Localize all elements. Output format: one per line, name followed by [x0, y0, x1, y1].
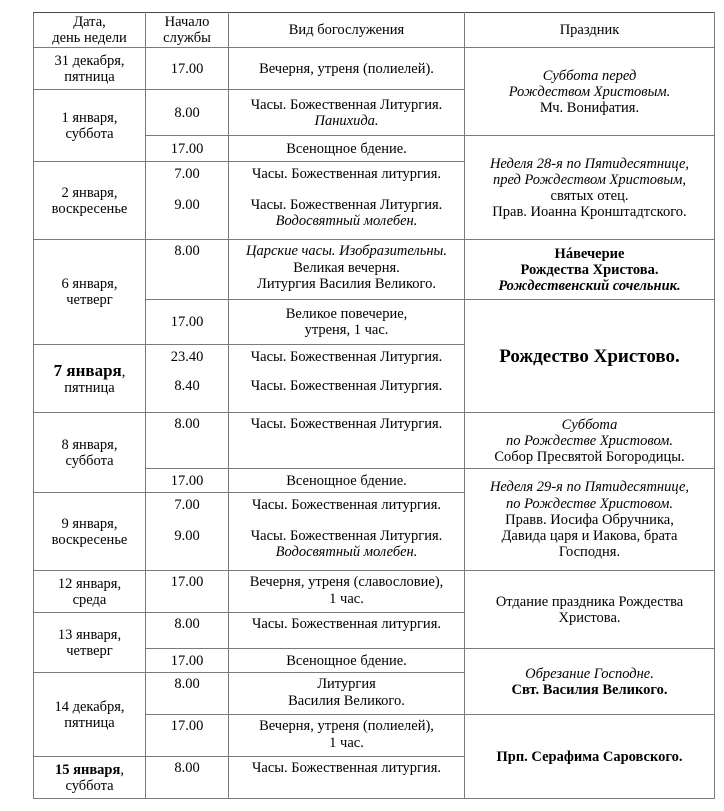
time-cell: 8.00: [146, 413, 229, 469]
time-cell: 17.00: [146, 571, 229, 613]
date-line2: суббота: [65, 777, 114, 794]
date-cell: [34, 162, 146, 240]
date-line1: [37, 762, 142, 778]
service-line1: Часы. Божественная литургия.: [252, 616, 441, 633]
service-line1: Всенощное бдение.: [286, 140, 407, 157]
time-cell: 7.00: [146, 493, 229, 527]
date-cell: [34, 90, 146, 162]
table-row: [34, 413, 715, 469]
service-line1: Всенощное бдение.: [286, 652, 407, 669]
service-line1: Царские часы. Изобразительны.: [246, 243, 447, 260]
date-line1: 1 января,: [61, 109, 118, 126]
date-cell: [34, 613, 146, 673]
time-cell: 8.00: [146, 90, 229, 136]
service-cell: [229, 162, 465, 196]
date-line1: 9 января,: [61, 515, 118, 532]
service-line1: Всенощное бдение.: [286, 472, 407, 489]
service-cell: [229, 469, 465, 493]
service-line1: Вечерня, утреня (славословие),: [249, 574, 444, 591]
service-line2: 1 час.: [329, 590, 364, 607]
feast-cell: [465, 413, 715, 469]
column-header-date-line1: Дата,: [73, 14, 106, 30]
feast-line2: пред Рождеством Христовым,: [492, 171, 687, 188]
feast-line1: Нáвечерие: [554, 245, 625, 262]
service-line1: Часы. Божественная Литургия.: [250, 196, 443, 213]
service-line2: Панихида.: [314, 112, 379, 129]
service-cell: [229, 673, 465, 715]
feast-cell: [465, 240, 715, 300]
feast-line3: Рождественский сочельник.: [498, 278, 681, 295]
service-cell: [229, 649, 465, 673]
feast-line2: Христова.: [558, 609, 621, 626]
service-cell: [229, 715, 465, 757]
service-cell: [229, 613, 465, 649]
date-line2: пятница: [64, 714, 115, 731]
date-line2: пятница: [64, 68, 115, 85]
date-line1: 2 января,: [61, 184, 118, 201]
date-cell: [34, 413, 146, 493]
service-line1: Вечерня, утреня (полиелей).: [259, 60, 434, 77]
time-cell: 23.40: [146, 345, 229, 377]
date-line1: 6 января,: [61, 276, 118, 293]
feast-line3: святых отец.: [550, 187, 629, 204]
service-cell: [229, 571, 465, 613]
feast-line1: Обрезание Господне.: [525, 665, 654, 682]
date-line1: 14 декабря,: [54, 698, 125, 715]
service-line1: Великое повечерие,: [285, 306, 408, 323]
service-cell: [229, 136, 465, 162]
date-line1: 12 января,: [57, 575, 122, 592]
service-cell: [229, 196, 465, 240]
service-line1: Литургия: [317, 676, 376, 693]
time-cell: 8.00: [146, 240, 229, 300]
service-cell: [229, 493, 465, 527]
date-line1: 31 декабря,: [54, 52, 125, 69]
time-cell: 17.00: [146, 300, 229, 345]
service-line1: Часы. Божественная Литургия.: [250, 377, 443, 394]
date-cell: [34, 48, 146, 90]
feast-line4: Давида царя и Иакова, брата: [501, 528, 678, 545]
time-cell: 17.00: [146, 649, 229, 673]
date-cell: [34, 571, 146, 613]
table-header: [34, 13, 715, 48]
time-cell: 9.00: [146, 196, 229, 240]
date-cell: [34, 493, 146, 571]
service-line2: Водосвятный молебен.: [275, 544, 418, 561]
feast-line1: Неделя 29-я по Пятидесятнице,: [489, 479, 690, 496]
column-header-time-line2: службы: [163, 30, 211, 47]
feast-line3: Собор Пресвятой Богородицы.: [494, 449, 685, 466]
time-cell: 17.00: [146, 136, 229, 162]
date-line2: пятница: [64, 380, 115, 397]
service-cell: [229, 345, 465, 377]
column-header-date-line2: день недели: [52, 30, 127, 47]
time-cell: 17.00: [146, 48, 229, 90]
service-line1: Часы. Божественная литургия.: [252, 760, 441, 777]
service-cell: [229, 757, 465, 799]
feast-line2: по Рождестве Христовом.: [505, 432, 674, 449]
service-cell: [229, 527, 465, 571]
feast-line1: Рождество Христово.: [499, 345, 680, 367]
service-line3: Литургия Василия Великого.: [257, 275, 436, 292]
feast-line3: Мч. Вонифатия.: [539, 100, 640, 117]
service-cell: [229, 240, 465, 300]
feast-cell: [465, 715, 715, 799]
date-line2: воскресенье: [51, 531, 128, 548]
service-line1: Часы. Божественная Литургия.: [250, 96, 443, 113]
feast-line5: Господня.: [558, 544, 621, 561]
date-cell: [34, 673, 146, 757]
feast-line1: Суббота: [561, 416, 618, 433]
date-day-month: 15 января: [55, 761, 121, 778]
feast-cell: [465, 649, 715, 715]
table-row: [34, 48, 715, 90]
column-header-date: [34, 13, 146, 48]
date-line2: воскресенье: [51, 200, 128, 217]
feast-line3: Правв. Иосифа Обручника,: [505, 511, 674, 528]
date-cell: [34, 345, 146, 413]
service-line1: Вечерня, утреня (полиелей),: [259, 718, 434, 735]
column-header-time: [146, 13, 229, 48]
service-line2: Водосвятный молебен.: [275, 213, 418, 230]
feast-cell: [465, 48, 715, 136]
service-schedule-table: [33, 12, 715, 799]
date-line2: суббота: [65, 452, 114, 469]
service-cell: [229, 48, 465, 90]
feast-line1: Прп. Серафима Саровского.: [496, 748, 683, 765]
time-cell: 17.00: [146, 469, 229, 493]
feast-cell: [465, 136, 715, 240]
time-cell: 8.00: [146, 757, 229, 799]
date-line2: суббота: [65, 125, 114, 142]
service-line2: Василия Великого.: [288, 692, 405, 709]
service-line2: 1 час.: [329, 734, 364, 751]
service-cell: [229, 90, 465, 136]
service-line1: Часы. Божественная Литургия.: [250, 349, 443, 366]
column-header-time-line1: Начало: [164, 14, 210, 30]
date-cell: [34, 757, 146, 799]
column-header-service: Вид богослужения: [229, 13, 465, 48]
table-row: [34, 571, 715, 613]
feast-cell: [465, 300, 715, 413]
service-line1: Часы. Божественная литургия.: [252, 166, 441, 183]
time-cell: 17.00: [146, 715, 229, 757]
feast-line2: Свт. Василия Великого.: [511, 681, 668, 698]
feast-line1: Неделя 28-я по Пятидесятнице,: [489, 155, 690, 172]
service-line2: утреня, 1 час.: [304, 322, 389, 339]
service-line1: Часы. Божественная Литургия.: [250, 416, 443, 433]
feast-line4: Прав. Иоанна Кронштадтского.: [492, 204, 687, 221]
header-row: [34, 13, 715, 48]
service-line1: Часы. Божественная литургия.: [252, 497, 441, 514]
feast-line1: Отдание праздника Рождества: [495, 593, 684, 610]
column-header-feast: Праздник: [465, 13, 715, 48]
feast-line1: Суббота перед: [542, 67, 637, 84]
date-line2: четверг: [66, 292, 113, 309]
date-cell: [34, 240, 146, 345]
date-line1: 8 января,: [61, 436, 118, 453]
service-line1: Часы. Божественная Литургия.: [250, 527, 443, 544]
date-line1: 13 января,: [57, 626, 122, 643]
date-comma: ,: [120, 761, 124, 778]
table-row: [34, 240, 715, 300]
feast-line2: Рождеством Христовым.: [508, 83, 671, 100]
date-line2: среда: [72, 591, 107, 608]
time-cell: 9.00: [146, 527, 229, 571]
feast-cell: [465, 571, 715, 649]
service-cell: [229, 300, 465, 345]
time-cell: 7.00: [146, 162, 229, 196]
date-line1: [37, 361, 142, 380]
table-body: [34, 48, 715, 799]
date-comma: ,: [121, 364, 126, 381]
service-cell: [229, 377, 465, 413]
service-line2: Великая вечерня.: [293, 259, 400, 276]
date-line2: четверг: [66, 642, 113, 659]
time-cell: 8.40: [146, 377, 229, 413]
service-cell: [229, 413, 465, 469]
feast-cell: [465, 469, 715, 571]
time-cell: 8.00: [146, 613, 229, 649]
date-day-month: 7 января: [53, 361, 122, 381]
feast-line2: по Рождестве Христовом.: [505, 495, 674, 512]
feast-line2: Рождества Христова.: [520, 261, 659, 278]
time-cell: 8.00: [146, 673, 229, 715]
